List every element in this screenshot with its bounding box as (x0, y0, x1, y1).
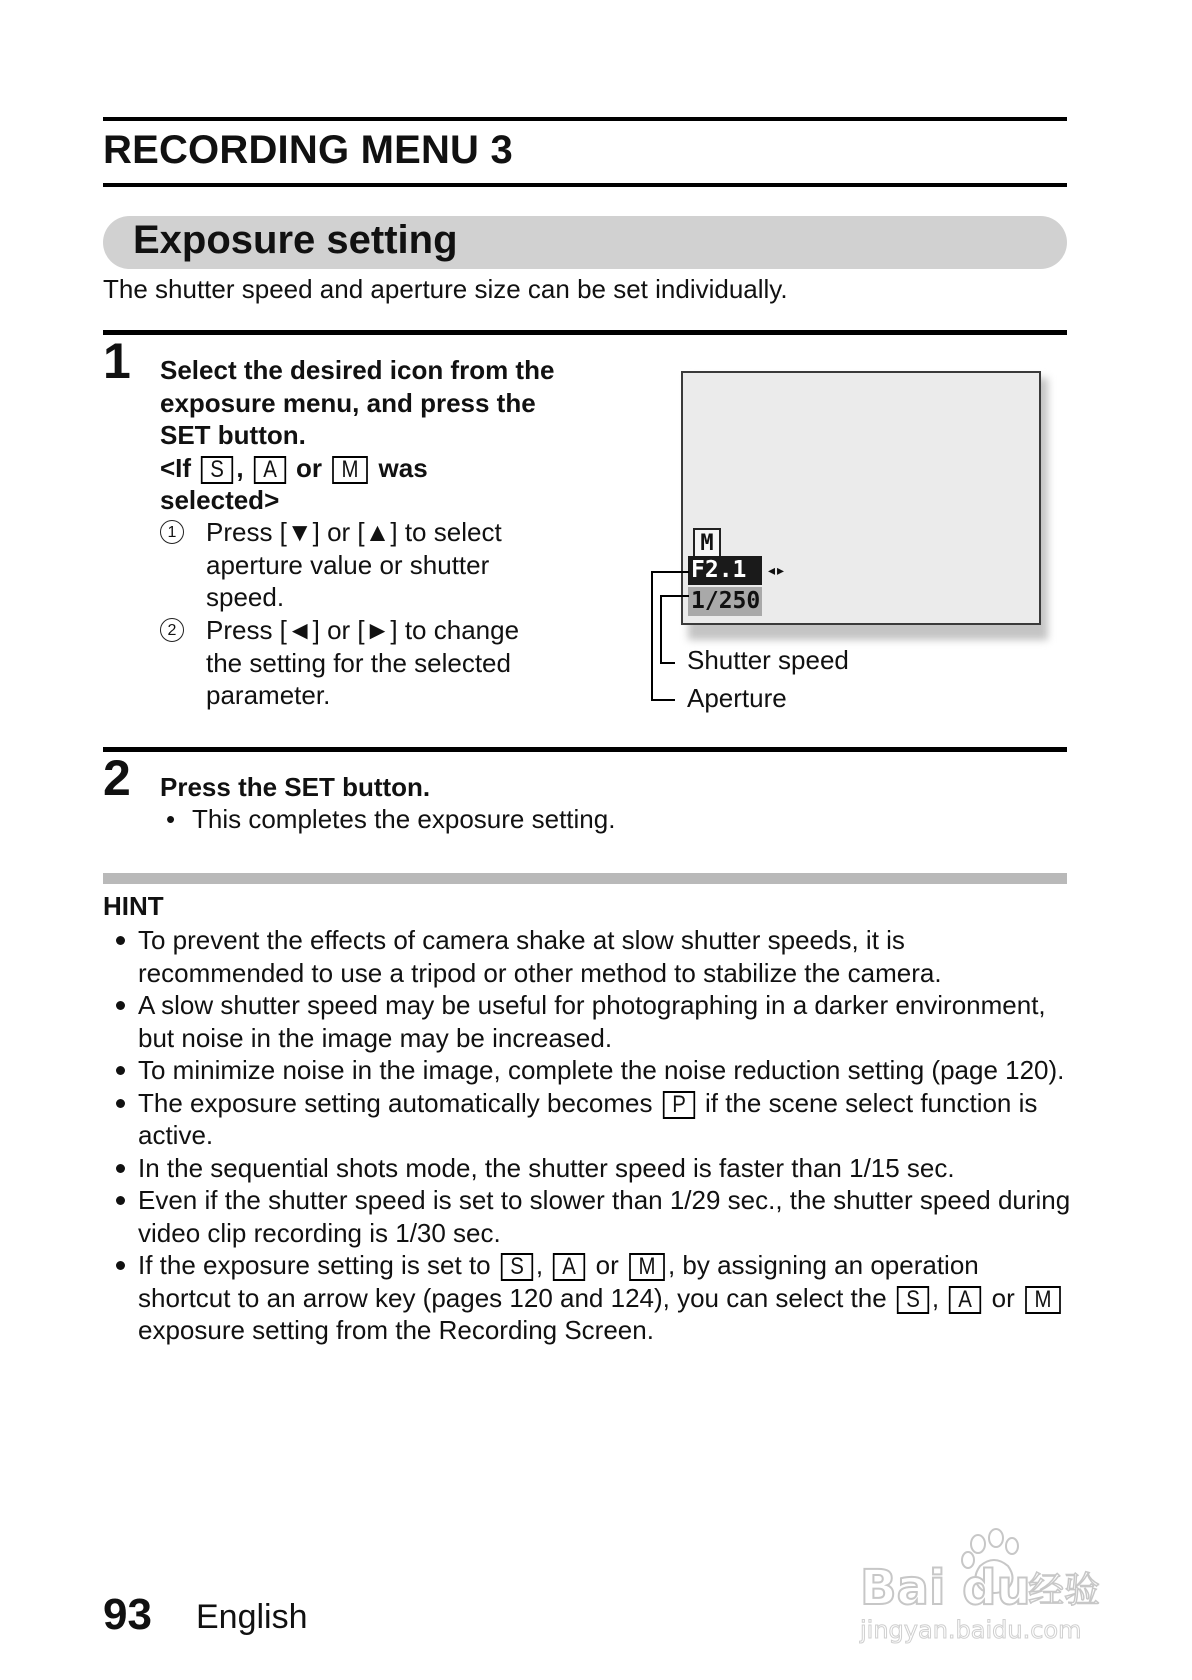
mode-m-icon: M (1025, 1286, 1061, 1314)
hint-text: exposure setting from the Recording Screen. (138, 1315, 654, 1345)
aperture-leader-vertical (651, 571, 653, 700)
substep-2 (160, 614, 630, 712)
substep-line: aperture value or shutter (206, 549, 490, 580)
screen-aperture-value: F2.1 (688, 556, 762, 585)
hint-text: If the exposure setting is set to (138, 1250, 491, 1280)
step2-note-text: This completes the exposure setting. (192, 804, 616, 834)
baidu-watermark-logo (850, 1520, 1140, 1650)
condition-or: or (296, 452, 323, 483)
mode-s-icon: S (897, 1286, 929, 1314)
substep-line: parameter. (206, 680, 331, 710)
shutter-leader-horizontal (660, 595, 689, 597)
svg-text:经验: 经验 (1028, 1570, 1101, 1611)
condition-selected: selected> (160, 485, 280, 515)
hint-text: The exposure setting automatically becomes (138, 1087, 653, 1118)
aperture-leader-end (651, 699, 675, 701)
hint-list (103, 924, 1073, 1347)
step2-heading: Press the SET button. (160, 772, 431, 802)
chapter-rule (103, 183, 1067, 187)
circled-number-icon: 2 (160, 618, 184, 642)
step2-note (166, 803, 615, 836)
mode-m-icon: M (332, 456, 368, 484)
svg-text:Bai du: Bai du (860, 1560, 1031, 1616)
condition-comma: , (236, 452, 244, 483)
mode-a-icon: A (553, 1253, 585, 1281)
bullet-icon (116, 1099, 125, 1108)
mode-s-icon: S (201, 456, 233, 484)
screen-mode-icon: M (693, 528, 721, 559)
step2-rule (103, 747, 1067, 752)
chapter-title: RECORDING MENU 3 (103, 128, 513, 172)
hint-text: A slow shutter speed may be useful for photographing in a darker environment, but noise in the image may be increased. (138, 990, 1046, 1053)
hint-text: , by assigning an operation shortcut to an arrow key (pages 120 and 124), you can select the (138, 1250, 979, 1313)
step1-condition (160, 452, 660, 485)
shutter-leader-vertical (660, 595, 662, 663)
hint-or: or (595, 1250, 619, 1280)
bullet-icon (116, 1261, 125, 1270)
hint-text: Even if the shutter speed is set to slower than 1/29 sec., the shutter speed during video clip recording is 1/30 sec. (138, 1185, 1071, 1248)
substep-line: Press [◄] or [►] to change (206, 615, 520, 645)
bullet-icon (116, 1164, 125, 1173)
substep-1 (160, 516, 630, 614)
aperture-label: Aperture (687, 683, 787, 713)
bullet-icon (116, 1001, 125, 1010)
substep-line: the setting for the selected (206, 647, 511, 678)
mode-m-icon: M (629, 1253, 665, 1281)
page-number: 93 (103, 1590, 152, 1639)
svg-text:jingyan.baidu.com: jingyan.baidu.com (860, 1616, 1082, 1644)
bullet-icon (116, 1196, 125, 1205)
hint-title: HINT (103, 891, 164, 921)
hint-comma: , (931, 1282, 940, 1313)
page-language: English (196, 1598, 308, 1636)
mode-s-icon: S (501, 1253, 533, 1281)
mode-p-icon: P (663, 1091, 695, 1119)
condition-was: was (378, 452, 428, 483)
substep-line: Press [▼] or [▲] to select (206, 517, 502, 547)
hint-item (103, 1184, 1073, 1249)
hint-text: if the scene select function is active. (138, 1087, 1038, 1150)
condition-prefix: <If (160, 452, 192, 483)
mode-a-icon: A (254, 456, 286, 484)
bullet-icon: • (166, 804, 176, 834)
hint-or: or (991, 1282, 1015, 1313)
substep-line: speed. (206, 582, 285, 612)
circled-number-icon: 1 (160, 520, 184, 544)
bullet-icon (116, 1066, 125, 1075)
step1-heading-line: SET button. (160, 420, 306, 450)
shutter-speed-label: Shutter speed (687, 645, 849, 675)
hint-item (103, 1152, 1073, 1185)
hint-text: To prevent the effects of camera shake at slow shutter speeds, it is recommended to use a tripod or other method to stabilize the camera. (138, 925, 942, 988)
hint-item (103, 1087, 1073, 1152)
hint-item (103, 1054, 1073, 1087)
hint-item (103, 1249, 1073, 1347)
step1-heading (160, 354, 660, 517)
hint-text: To minimize noise in the image, complete the noise reduction setting (page 120). (138, 1055, 1065, 1085)
hint-item (103, 924, 1073, 989)
step1-rule (103, 330, 1067, 335)
section-title: Exposure setting (133, 218, 458, 262)
aperture-leader-horizontal (651, 571, 689, 573)
screen-shutter-value: 1/250 (688, 587, 762, 616)
hint-item (103, 989, 1073, 1054)
step2-number: 2 (103, 750, 131, 806)
left-right-arrows-icon: ◂▸ (768, 562, 787, 578)
section-intro: The shutter speed and aperture size can be set individually. (103, 274, 788, 304)
bullet-icon (116, 936, 125, 945)
hint-text: In the sequential shots mode, the shutter speed is faster than 1/15 sec. (138, 1152, 955, 1183)
step1-heading-line: Select the desired icon from the (160, 355, 555, 385)
shutter-leader-end (660, 662, 675, 664)
top-rule (103, 117, 1067, 121)
mode-a-icon: A (949, 1286, 981, 1314)
hint-divider (103, 873, 1067, 884)
step1-heading-line: exposure menu, and press the (160, 387, 536, 418)
hint-comma: , (535, 1250, 544, 1280)
step1-number: 1 (103, 333, 131, 389)
